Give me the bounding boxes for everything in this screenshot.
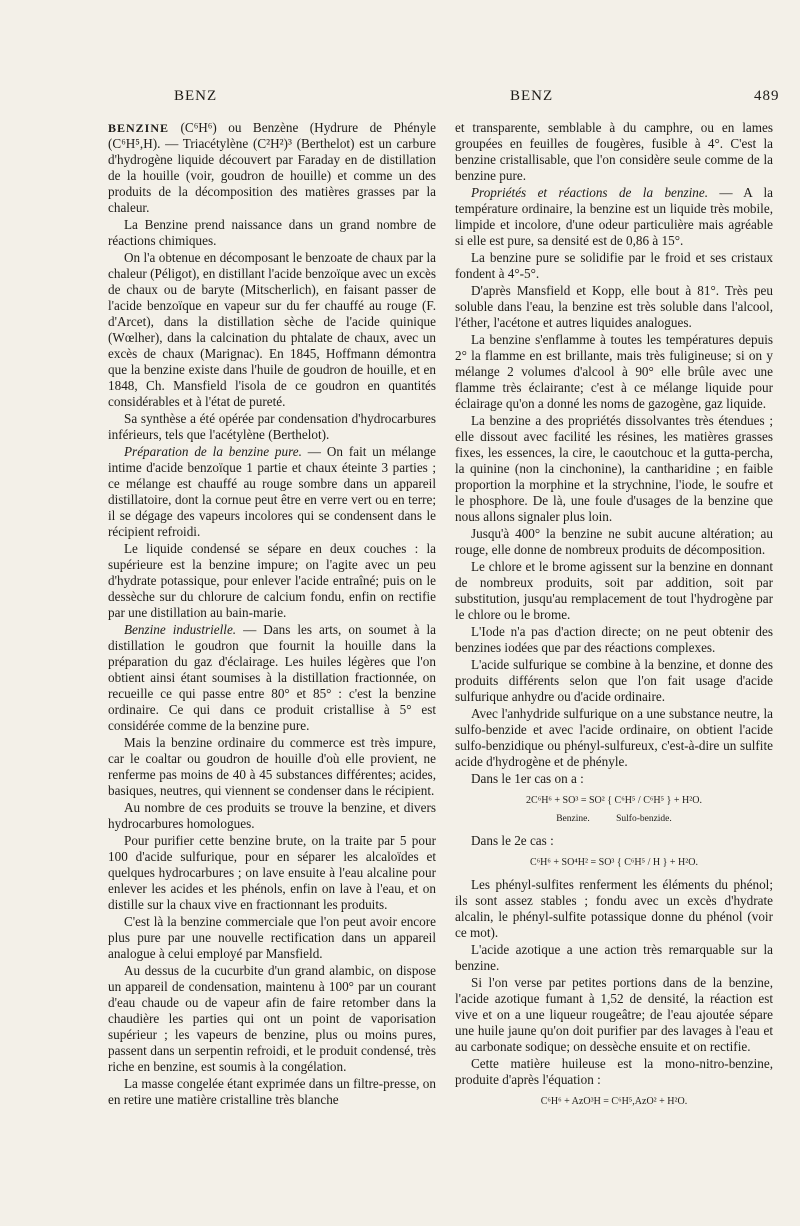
- paragraph: Mais la benzine ordinaire du commerce est très impure, car le coaltar ou goudron de houille d'où elle provient, ne renferme pas moins de 40 à 45 substances différentes; acides, basiques, neutres, qui viennent se condenser dans le récipient.: [108, 735, 436, 798]
- paragraph: La benzine pure se solidifie par le froid et ses cristaux fondent à 4°-5°.: [455, 250, 773, 281]
- running-head-left: BENZ: [174, 88, 218, 104]
- left-column: [108, 120, 436, 1109]
- paragraph: [108, 444, 436, 540]
- paragraph: Si l'on verse par petites portions dans de la benzine, l'acide azotique fumant à 1,52 de densité, la réaction est vive et on a une liqueur rougeâtre; de l'eau ajoutée sépare une huile jaune qu'on doit purifier par des lavages à l'eau et au carbonate sodique; on dessèche ensuite et on rectifie.: [455, 975, 773, 1054]
- section-title: Préparation de la benzine pure.: [124, 444, 302, 459]
- paragraph: Cette matière huileuse est la mono-nitro-benzine, produite d'après l'équation :: [455, 1056, 773, 1087]
- entry-headword: BENZINE: [108, 121, 170, 135]
- paragraph: [108, 120, 436, 216]
- chemical-equation: C⁶H⁶ + AzO³H = C⁶H⁵,AzO² + H²O.: [540, 1096, 688, 1107]
- page-number: 489: [754, 88, 780, 104]
- paragraph: On l'a obtenue en décomposant le benzoate de chaux par la chaleur (Péligot), en distillant l'acide benzoïque avec un excès de chaux ou de baryte (Mitscherlich), en faisant passer de l'acide benzoïque en vapeur sur du fer chauffé au rouge (F. d'Arcet), dans la distillation sèche de l'acide quinique (Wœlher), dans la calcination du phtalate de chaux, avec un excès de chaux (Marignac). En 1845, Hoffmann démontra que la benzine existe dans l'huile de goudron de houille, et en 1848, Ch. Mansfield l'isola de ce goudron en quantités considérables et à l'état de pureté.: [108, 250, 436, 409]
- paragraph: La masse congelée étant exprimée dans un filtre-presse, on en retire une matière cristalline très blanche: [108, 1076, 436, 1107]
- paragraph: Pour purifier cette benzine brute, on la traite par 5 pour 100 d'acide sulfurique, pour en séparer les alcaloïdes et quelques hydrocarbures ; on lave ensuite à l'eau alcaline pour enlever les acides et les phénols, enfin on lave à l'eau, et on distille sur la chaux vive en fractionnant les produits.: [108, 833, 436, 912]
- paragraph: Le liquide condensé se sépare en deux couches : la supérieure est la benzine impure; on l'agite avec un peu d'hydrate potassique, pour enlever l'acide entraîné; puis on le dessèche sur du chlorure de calcium fondu, enfin on rectifie par une distillation au bain-marie.: [108, 541, 436, 620]
- paragraph: Dans le 2e cas :: [471, 833, 554, 848]
- paragraph: Dans le 1er cas on a :: [471, 771, 584, 786]
- equation-label: Benzine.: [556, 814, 590, 824]
- paragraph-text: — Dans les arts, on soumet à la distillation le goudron que fournit la houille dans la préparation du gaz d'éclairage. Les huiles légères que l'on obtient ainsi étant soumises à la distillation fractionnée, on recueille ce qui passe entre 80° et 85° : c'est la benzine ordinaire. Ce qui dans ce produit cristallise à 5° est considérée comme de la benzine pure.: [108, 622, 436, 733]
- equation-labels: [455, 811, 773, 827]
- paragraph: Au nombre de ces produits se trouve la benzine, et divers hydrocarbures homologues.: [108, 800, 436, 831]
- paragraph: Sa synthèse a été opérée par condensation d'hydrocarbures inférieurs, tels que l'acétylène (Berthelot).: [108, 411, 436, 442]
- paragraph: L'acide sulfurique se combine à la benzine, et donne des produits différents selon que l'on fait usage d'acide sulfurique anhydre ou d'acide ordinaire.: [455, 657, 773, 704]
- equation-label: Sulfo-benzide.: [616, 814, 672, 824]
- running-head-center: BENZ: [510, 88, 554, 104]
- paragraph: L'Iode n'a pas d'action directe; on ne peut obtenir des benzines iodées que par des réactions complexes.: [455, 624, 773, 655]
- paragraph: C'est là la benzine commerciale que l'on peut avoir encore plus pure par une nouvelle rectification dans un appareil analogue à celui employé par Mansfield.: [108, 914, 436, 961]
- paragraph: [455, 185, 773, 249]
- section-title: Propriétés et réactions de la benzine.: [471, 185, 709, 200]
- paragraph: Avec l'anhydride sulfurique on a une substance neutre, la sulfo-benzide et avec l'acide ordinaire, on obtient l'acide sulfo-benzidique ou phényl-sulfureux, c'est-à-dire un sulfite acide d'hydrogène et de phényle.: [455, 706, 773, 769]
- paragraph: La benzine a des propriétés dissolvantes très étendues ; elle dissout avec facilité les résines, les matières grasses fixes, les essences, la cire, le caoutchouc et la gutta-percha, la quinine (non la cinchonine), la cantharidine ; en faible proportion la morphine et la strychnine, l'iode, le soufre et le phosphore. De là, une foule d'usages de la benzine que nous allons signaler plus loin.: [455, 413, 773, 524]
- paragraph: [108, 622, 436, 734]
- right-column: [455, 120, 773, 1116]
- section-title: Benzine industrielle.: [124, 622, 237, 637]
- paragraph-text: — A la température ordinaire, la benzine est un liquide très mobile, limpide et incolore, d'une odeur particulière mais agréable si elle est pure, sa densité est de 0,86 à 15°.: [455, 185, 773, 248]
- paragraph: et transparente, semblable à du camphre, ou en lames groupées en feuilles de fougères, fusible à 4°. C'est la benzine cristallisable, que l'on considère seule comme de la benzine pure.: [455, 120, 773, 183]
- paragraph: La benzine s'enflamme à toutes les températures depuis 2° la flamme en est brillante, mais très fuligineuse; si on y mélange 2 volumes d'alcool à 90° elle brûle avec une flamme très éclairante; c'est à ce mélange liquide pour éclairage qu'on a donné les noms de gazogène, gaz liquide.: [455, 332, 773, 411]
- paragraph: Au dessus de la cucurbite d'un grand alambic, on dispose un appareil de condensation, maintenu à 100° par un courant d'eau chaude ou de vapeur afin de faire retomber dans la chaudière les parties qui ont un point de vaporisation supérieur ; les vapeurs de benzine, plus ou moins pures, passent dans un serpentin refroidi, et le produit condensé, très riche en benzine, est soumis à la congélation.: [108, 963, 436, 1074]
- paragraph: La Benzine prend naissance dans un grand nombre de réactions chimiques.: [108, 217, 436, 248]
- paragraph: Les phényl-sulfites renferment les éléments du phénol; ils sont assez stables ; fondu avec un excès d'hydrate alcalin, le phényl-sulfite potassique donne du phénol (voir ce mot).: [455, 877, 773, 940]
- chemical-equation: 2C⁶H⁶ + SO³ = SO² { C⁶H⁵ / C⁶H⁵ } + H²O.: [526, 795, 702, 806]
- paragraph: L'acide azotique a une action très remarquable sur la benzine.: [455, 942, 773, 973]
- paragraph: Jusqu'à 400° la benzine ne subit aucune altération; au rouge, elle donne de nombreux produits de décomposition.: [455, 526, 773, 557]
- chemical-equation: C⁶H⁶ + SO⁴H² = SO³ { C⁶H⁵ / H } + H²O.: [530, 857, 698, 868]
- paragraph: D'après Mansfield et Kopp, elle bout à 81°. Très peu soluble dans l'eau, la benzine est très soluble dans l'alcool, l'éther, l'acétone et autres liquides analogues.: [455, 283, 773, 330]
- paragraph-text: (C⁶H⁶) ou Benzène (Hydrure de Phényle (C⁶H⁵,H). — Triacétylène (C²H²)³ (Berthelot) est un carbure d'hydrogène liquide découvert par Faraday en de distillation de la houille (voir, goudron de houille) et comme un des produits de la décomposition des matières grasses par la chaleur.: [108, 120, 436, 215]
- paragraph: Le chlore et le brome agissent sur la benzine en donnant de nombreux produits, soit par addition, soit par substitution, jusqu'au remplacement de tout l'hydrogène par le chlore ou le brome.: [455, 559, 773, 622]
- paragraph-text: — On fait un mélange intime d'acide benzoïque 1 partie et chaux éteinte 3 parties ; ce mélange est chauffé au rouge sombre dans un appareil distillatoire, dont la cornue peut être en verre vert ou en terre; il se dégage des vapeurs incolores qui se condensent dans le récipient refroidi.: [108, 444, 436, 539]
